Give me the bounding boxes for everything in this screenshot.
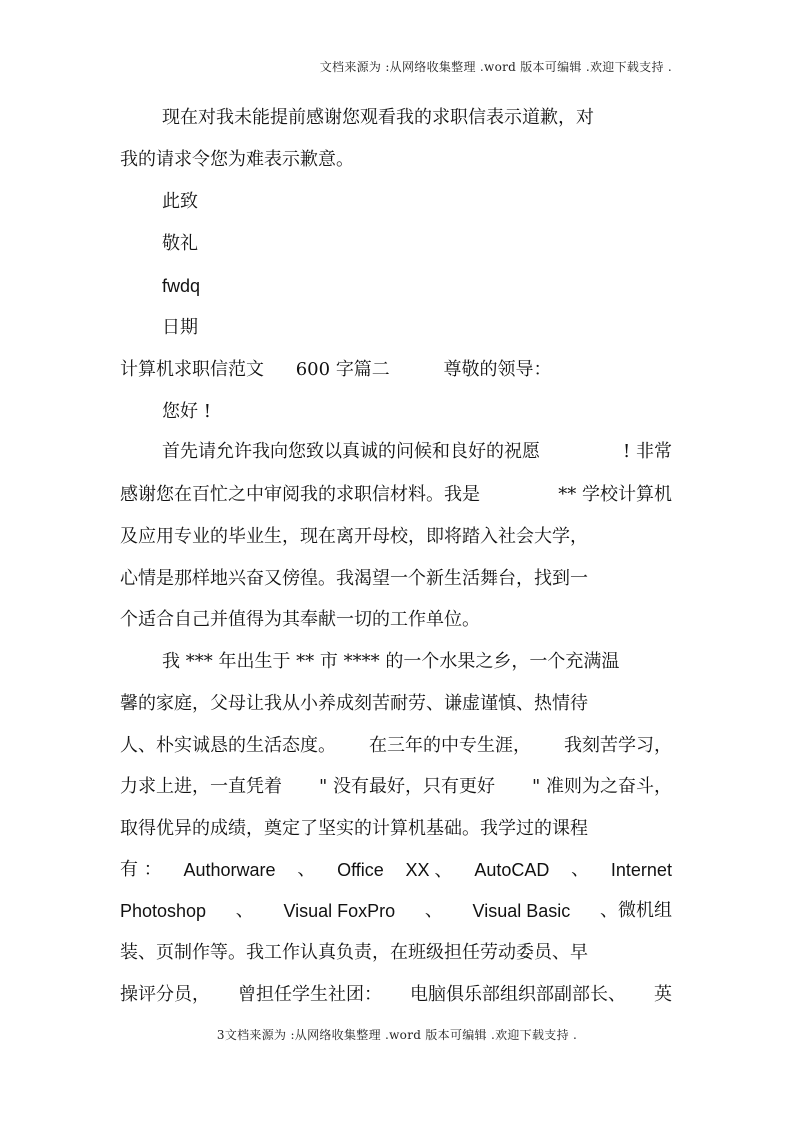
title-part: 计算机求职信范文 xyxy=(120,359,264,380)
text-line: 取得优异的成绩，奠定了坚实的计算机基础。我学过的课程 xyxy=(120,818,588,839)
text-line xyxy=(162,439,672,465)
text-line: 我 *** 年出生于 ** 市 **** 的一个水果之乡，一个充满温 xyxy=(162,651,620,672)
text-line xyxy=(120,482,672,508)
course-name: Photoshop xyxy=(120,901,207,921)
text-line: 装、页制作等。我工作认真负责，在班级担任劳动委员、早 xyxy=(120,942,588,963)
text-part: 人、朴实诚恳的生活态度。 xyxy=(120,735,336,756)
separator: 、 xyxy=(424,900,443,921)
course-name: AutoCAD xyxy=(474,860,550,880)
course-name: Visual Basic xyxy=(472,901,571,921)
text-line xyxy=(120,982,672,1008)
text-part: 操评分员， xyxy=(120,984,210,1005)
text-part: 曾担任学生社团： xyxy=(238,984,382,1005)
text-line xyxy=(120,774,672,800)
text-part: 力求上进，一直凭着 xyxy=(120,776,282,797)
course-name: Authorware xyxy=(183,860,276,880)
text-line: 现在对我未能提前感谢您观看我的求职信表示道歉，对 xyxy=(162,107,594,128)
separator: 、 xyxy=(297,859,316,880)
greeting-part: 尊敬的领导： xyxy=(443,359,552,380)
text-line: 馨的家庭，父母让我从小养成刻苦耐劳、谦虚谨慎、热情待 xyxy=(120,693,588,714)
text-part: 首先请允许我向您致以真诚的问候和良好的祝愿 xyxy=(162,441,540,462)
text-part: 英 xyxy=(654,984,672,1005)
text-part: 电脑俱乐部组织部副部长、 xyxy=(410,984,626,1005)
course-list-line xyxy=(120,857,672,883)
course-name: Internet xyxy=(610,860,672,880)
signature-name: fwdq xyxy=(162,276,201,296)
text-part: 、微机组 xyxy=(599,900,672,921)
separator: 、 xyxy=(571,859,590,880)
date-line: 日期 xyxy=(162,317,198,338)
course-name: Office xyxy=(337,860,384,880)
text-line: 心情是那样地兴奋又傍徨。我渴望一个新生活舞台，找到一 xyxy=(120,568,588,589)
text-line xyxy=(120,733,672,759)
text-part: 在三年的中专生涯， xyxy=(369,735,531,756)
title-part: 600 字篇二 xyxy=(295,359,390,380)
text-part: " 没有最好，只有更好 xyxy=(318,776,495,797)
course-list-line xyxy=(120,898,672,924)
greeting-line: 您好 ! xyxy=(162,401,211,422)
course-name: XX 、 xyxy=(405,860,453,880)
closing-line: 此致 xyxy=(162,191,198,212)
text-line: 我的请求令您为难表示歉意。 xyxy=(120,149,354,170)
page-footer: 3文档来源为 :从网络收集整理 .word 版本可编辑 .欢迎下载支持 . xyxy=(216,1028,578,1042)
text-line: 个适合自己并值得为其奉献一切的工作单位。 xyxy=(120,609,480,630)
text-part: ** 学校计算机 xyxy=(558,484,672,505)
text-line: 及应用专业的毕业生，现在离开母校，即将踏入社会大学， xyxy=(120,526,588,547)
separator: 、 xyxy=(235,900,254,921)
text-part: 感谢您在百忙之中审阅我的求职信材料。我是 xyxy=(120,484,480,505)
page-header: 文档来源为 :从网络收集整理 .word 版本可编辑 .欢迎下载支持 . xyxy=(319,60,672,74)
salutation-line: 敬礼 xyxy=(162,233,198,254)
course-name: Visual FoxPro xyxy=(283,901,396,921)
text-part: " 准则为之奋斗， xyxy=(531,776,672,797)
text-part: 我刻苦学习， xyxy=(564,735,672,756)
section-title xyxy=(120,357,672,383)
text-part: ! 非常 xyxy=(623,441,672,462)
text-part: 有 ： xyxy=(120,859,162,880)
